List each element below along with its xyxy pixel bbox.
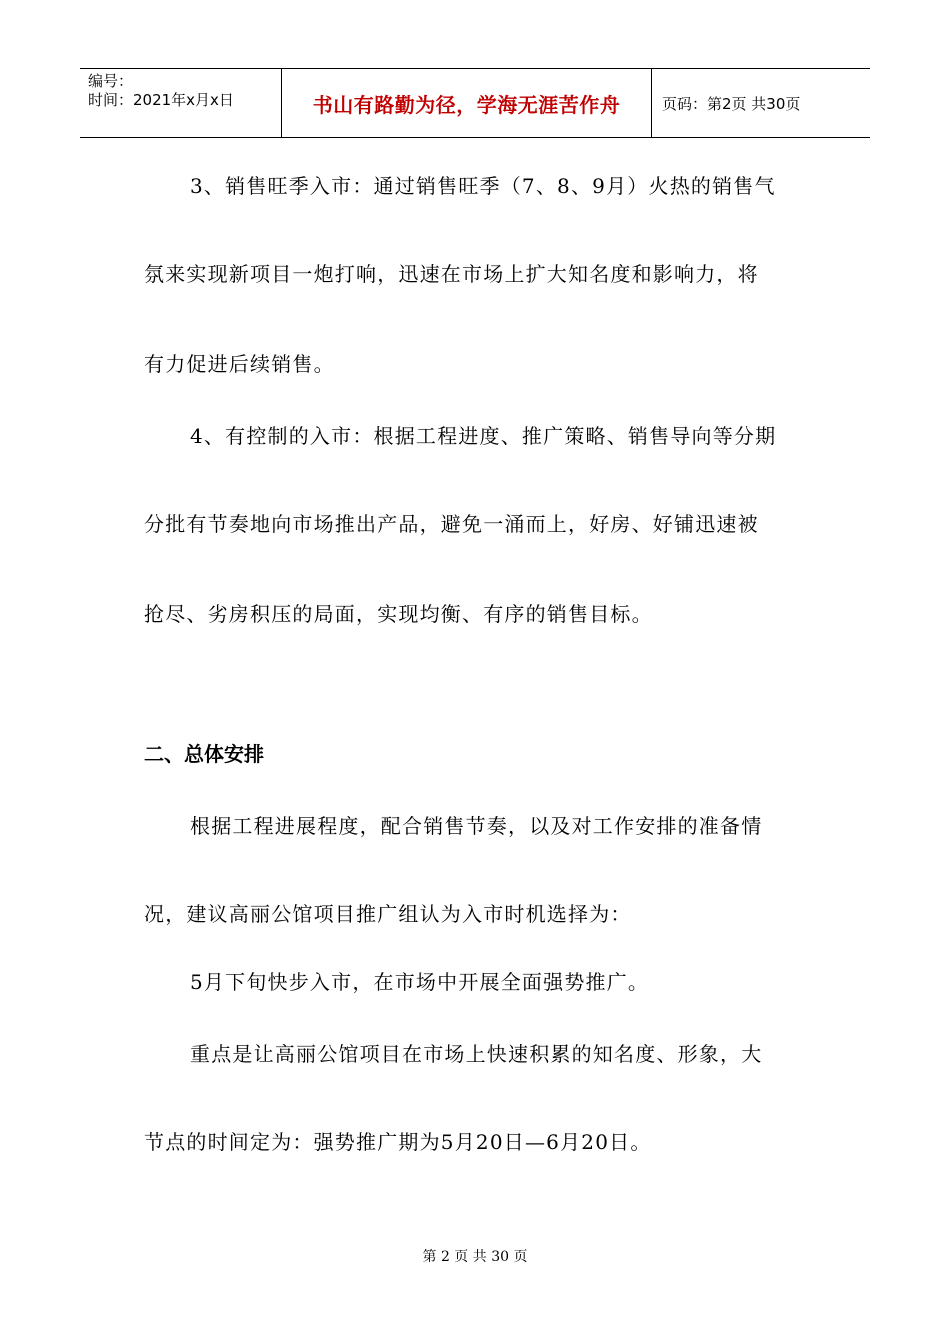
paragraph-line: 5月下旬快步入市，在市场中开展全面强势推广。 bbox=[190, 970, 650, 994]
paragraph-line: 3、销售旺季入市：通过销售旺季（7、8、9月）火热的销售气 bbox=[190, 174, 776, 198]
paragraph-line: 4、有控制的入市：根据工程进度、推广策略、销售导向等分期 bbox=[190, 424, 777, 448]
time-label: 时间：2021年x月x日 bbox=[88, 91, 234, 109]
page-footer: 第 2 页 共 30 页 bbox=[422, 1249, 528, 1265]
paragraph-line: 节点的时间定为：强势推广期为5月20日—6月20日。 bbox=[144, 1130, 652, 1154]
paragraph-line: 况，建议高丽公馆项目推广组认为入市时机选择为： bbox=[144, 902, 632, 926]
section-heading: 二、总体安排 bbox=[144, 742, 264, 766]
paragraph-line: 重点是让高丽公馆项目在市场上快速积累的知名度、形象，大 bbox=[190, 1042, 763, 1066]
paragraph-line: 抢尽、劣房积压的局面，实现均衡、有序的销售目标。 bbox=[144, 602, 653, 626]
paragraph-line: 分批有节奏地向市场推出产品，避免一涌而上，好房、好铺迅速被 bbox=[144, 512, 759, 536]
paragraph-line: 有力促进后续销售。 bbox=[144, 352, 335, 376]
number-label: 编号： bbox=[88, 72, 134, 90]
header-meta bbox=[80, 69, 282, 137]
header-motto: 书山有路勤为径，学海无涯苦作舟 bbox=[282, 69, 652, 137]
document-header bbox=[80, 68, 870, 138]
paragraph-line: 氛来实现新项目一炮打响，迅速在市场上扩大知名度和影响力，将 bbox=[144, 262, 759, 286]
paragraph-line: 根据工程进展程度，配合销售节奏，以及对工作安排的准备情 bbox=[190, 814, 763, 838]
header-page-info: 页码：第2页 共30页 bbox=[662, 94, 801, 113]
